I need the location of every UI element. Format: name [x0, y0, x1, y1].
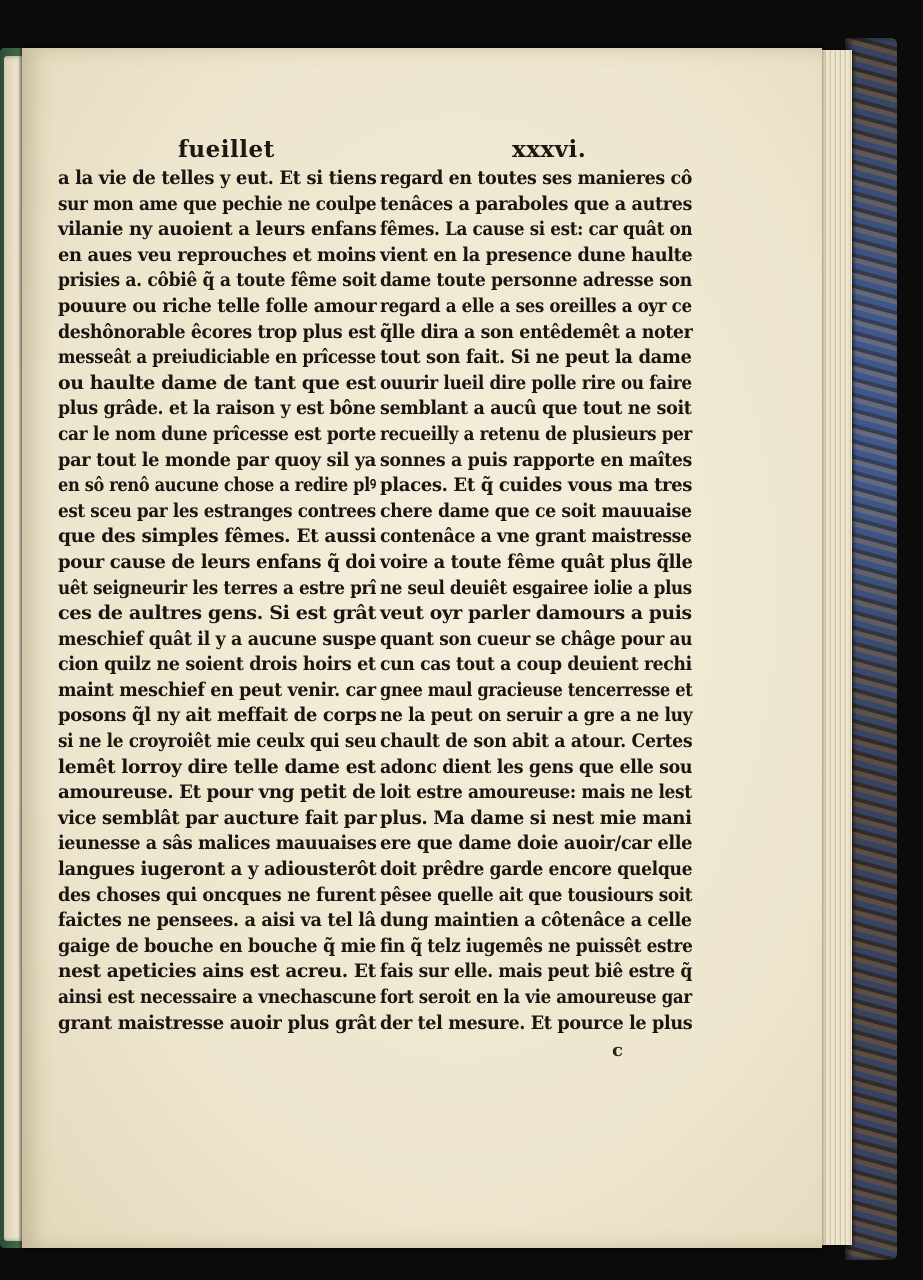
- text-line: grant maistresse auoir plus grât: [58, 1011, 376, 1034]
- text-line: pour cause de leurs enfans q̃ doi: [58, 550, 376, 573]
- text-line: fêmes. La cause si est: car quât on: [380, 218, 693, 241]
- text-line: ere que dame doie auoir/car elle: [380, 832, 693, 855]
- text-line: ainsi est necessaire a vnechascune: [58, 986, 377, 1008]
- text-line: tenâces a paraboles que a autres: [380, 192, 693, 215]
- folio-number: xxxvi.: [512, 136, 587, 163]
- text-line: uêt seigneurir les terres a estre prî: [58, 576, 376, 599]
- text-line: quant son cueur se châge pour au: [380, 627, 693, 650]
- text-line: deshônorable êcores trop plus est: [58, 320, 376, 343]
- text-line: dame toute personne adresse son: [380, 269, 692, 292]
- text-line: voire a toute fême quât plus q̃lle: [380, 550, 693, 573]
- text-line: des choses qui oncques ne furent: [58, 883, 376, 906]
- text-line: vice semblât par aucture fait par: [58, 806, 377, 829]
- text-line: en sô renô aucune chose a redire plꝰ: [58, 474, 376, 497]
- text-line: chere dame que ce soit mauuaise: [380, 499, 692, 522]
- text-line: en aues veu reprouches et moins: [58, 243, 376, 266]
- text-line: regard en toutes ses manieres cô: [380, 167, 693, 189]
- text-line: sur mon ame que pechie ne coulpe: [58, 192, 377, 215]
- text-line: ces de aultres gens. Si est grât: [58, 602, 376, 625]
- signature-mark: c: [612, 1040, 623, 1061]
- text-line: ou haulte dame de tant que est: [58, 371, 376, 394]
- text-line: posons q̃l ny ait meffait de corps: [58, 704, 377, 727]
- text-line: lemêt lorroy dire telle dame est: [58, 755, 376, 778]
- page-block-edges: [818, 50, 852, 1245]
- text-line: meschief quât il y a aucune suspe: [58, 627, 377, 650]
- text-line: ne la peut on seruir a gre a ne luy: [380, 704, 693, 727]
- text-line: fais sur elle. mais peut biê estre q̃: [380, 960, 692, 983]
- text-line: si ne le croyroiêt mie ceulx qui seu: [58, 730, 377, 753]
- text-line: messeât a preiudiciable en prîcesse: [58, 346, 376, 369]
- text-line: chault de son abit a atour. Certes: [380, 730, 693, 753]
- text-line: ne seul deuiêt esgairee iolie a plus: [380, 576, 692, 599]
- text-line: ieunesse a sâs malices mauuaises: [58, 832, 377, 855]
- text-line: plus grâde. et la raison y est bône: [58, 397, 376, 420]
- text-column-right: [380, 166, 692, 1036]
- text-line: langues iugeront a y adiousterôt: [58, 858, 377, 881]
- running-header-left: fueillet: [178, 136, 275, 163]
- text-line: regard a elle a ses oreilles a oyr ce: [380, 294, 692, 317]
- text-line: gaige de bouche en bouche q̃ mie: [58, 934, 376, 957]
- text-line: amoureuse. Et pour vng petit de: [58, 781, 376, 804]
- text-line: tout son fait. Si ne peut la dame: [380, 346, 692, 369]
- text-line: gnee maul gracieuse tencerresse et: [380, 678, 693, 701]
- text-line: par tout le monde par quoy sil ya: [58, 448, 376, 471]
- text-line: car le nom dune prîcesse est porte: [58, 422, 376, 445]
- text-line: places. Et q̃ cuides vous ma tres: [380, 474, 693, 497]
- text-line: prisies a. côbiê q̃ a toute fême soit: [58, 269, 377, 292]
- text-line: a la vie de telles y eut. Et si tiens: [58, 167, 377, 189]
- text-line: maint meschief en peut venir. car: [58, 678, 376, 701]
- text-line: ouurir lueil dire polle rire ou faire: [380, 371, 692, 394]
- text-line: veut oyr parler damours a puis: [380, 602, 692, 625]
- text-line: pêsee quelle ait que tousiours soit: [380, 883, 693, 906]
- text-line: plus. Ma dame si nest mie mani: [380, 806, 692, 829]
- text-line: est sceu par les estranges contrees: [58, 499, 376, 522]
- text-line: nest apeticies ains est acreu. Et: [58, 960, 376, 983]
- text-line: contenâce a vne grant maistresse: [380, 525, 692, 548]
- text-line: doit prêdre garde encore quelque: [380, 858, 693, 881]
- text-line: semblant a aucû que tout ne soit: [380, 397, 692, 420]
- text-line: recueilly a retenu de plusieurs per: [380, 422, 692, 445]
- text-column-left: [58, 166, 378, 1036]
- text-line: cun cas tout a coup deuient rechi: [380, 653, 692, 676]
- marbled-cover: [845, 38, 897, 1260]
- text-line: faictes ne pensees. a aisi va tel lâ: [58, 909, 376, 932]
- text-line: dung maintien a côtenâce a celle: [380, 909, 692, 932]
- text-line: der tel mesure. Et pource le plus: [380, 1011, 693, 1034]
- text-line: fin q̃ telz iugemês ne puissêt estre: [380, 934, 693, 957]
- text-line: q̃lle dira a son entêdemêt a noter: [380, 320, 693, 343]
- text-line: vient en la presence dune haulte: [380, 243, 693, 266]
- previous-page-edge: [4, 56, 24, 1241]
- text-line: pouure ou riche telle folle amour: [58, 294, 377, 317]
- text-line: sonnes a puis rapporte en maîtes: [380, 448, 692, 471]
- text-line: vilanie ny auoient a leurs enfans: [58, 218, 377, 241]
- text-line: que des simples fêmes. Et aussi: [58, 525, 376, 548]
- text-line: fort seroit en la vie amoureuse gar: [380, 986, 692, 1008]
- text-line: loit estre amoureuse: mais ne lest: [380, 781, 692, 804]
- text-line: adonc dient les gens que elle sou: [380, 755, 693, 778]
- text-line: cion quilz ne soient drois hoirs et: [58, 653, 376, 676]
